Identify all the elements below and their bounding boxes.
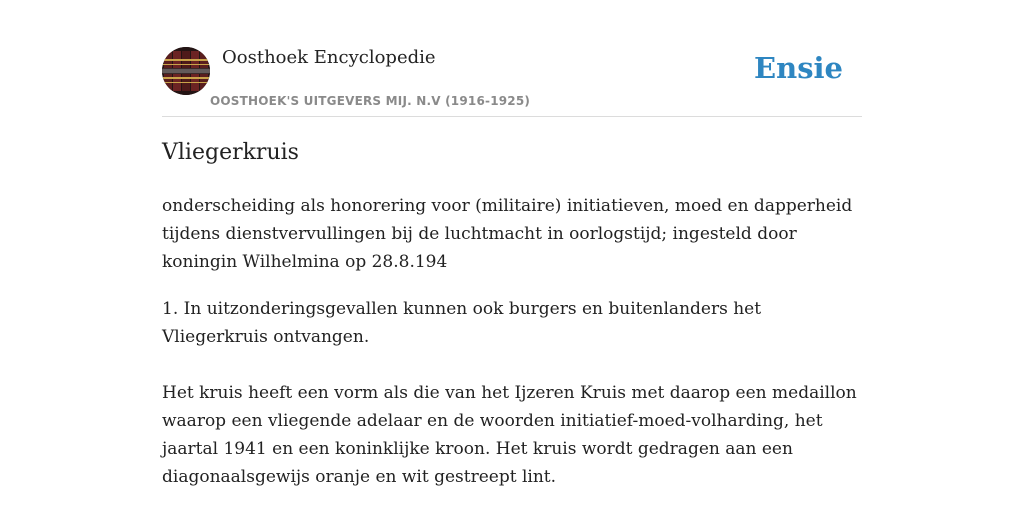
header [162,0,862,117]
article-title: Vliegerkruis [162,140,299,165]
encyclopedia-books-icon [162,47,210,95]
article-paragraph: Het kruis heeft een vorm als die van het Ijzeren Kruis met daarop een medaillon waarop een vliegende adelaar en de woorden initiatief-moed-volharding, het jaartal 1941 en een koninklijke kroon. Het kruis wordt gedragen aan een diagonaalsgewijs oranje en wit gestreept lint. [162,383,857,487]
publication-title[interactable]: Oosthoek Encyclopedie [222,47,436,68]
publication-subtitle: OOSTHOEK'S UITGEVERS MIJ. N.V (1916-1925) [210,94,531,108]
brand-logo[interactable]: Ensie [754,51,843,85]
page [162,0,862,487]
article-paragraph: onderscheiding als honorering voor (militaire) initiatieven, moed en dapperheid tijdens dienstvervullingen bij de luchtmacht in oorlogstijd; ingesteld door koningin Wilhelmina op 28.8.194 [162,196,853,272]
article-paragraph: 1. In uitzonderingsgevallen kunnen ook burgers en buitenlanders het Vliegerkruis ontvangen. [162,299,762,347]
avatar[interactable] [162,47,210,95]
